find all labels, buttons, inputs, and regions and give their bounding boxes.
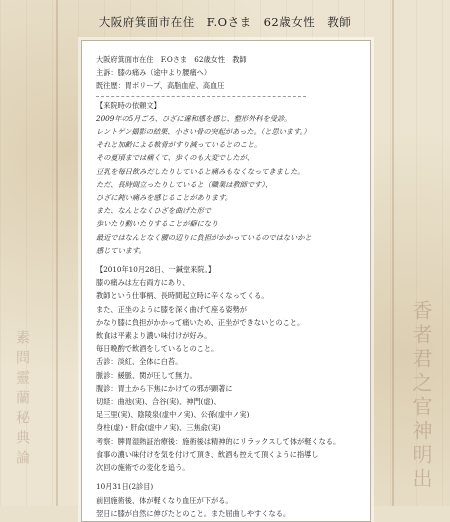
- text-line: 豆乳を毎日飲みだしたりしていると痛みもなくなってきました。: [96, 166, 305, 176]
- text-line: 前回施術後、体が軽くなり血圧が下がる。: [96, 495, 233, 505]
- background-calligraphy-left: 素問靈蘭秘典論: [14, 330, 30, 470]
- text-line: 切経：曲池(実)、合谷(実)、神門(虚)、: [96, 397, 221, 407]
- text-line: 教師という仕事柄、長時間起立時に辛くなってくる。: [96, 291, 269, 301]
- visit-request-heading: 【来院時の依頼文】: [96, 100, 161, 110]
- background-calligraphy-right: 香者君之官神明出: [409, 300, 433, 492]
- page-title: 大阪府箕面市在住 F.Oさま 62歳女性 教師: [98, 15, 352, 29]
- text-line: かなり膝に負担がかかって痛いため、正坐ができないとのこと。: [96, 317, 305, 327]
- text-line: 腹診：胃土から下焦にかけての邪が顕著に: [96, 383, 233, 393]
- text-line: 毎日晩酌で飲酒をしているとのこと。: [96, 344, 219, 354]
- first-visit-heading: 【2010年10月28日、一鍼堂来院。】: [96, 265, 216, 275]
- text-line: 飲食は平素より濃い味付けが好み。: [96, 331, 212, 341]
- text-line: ひざに鈍い痛みを感じることがあります。: [96, 193, 232, 203]
- text-line: 食事の濃い味付けを気を付けて頂き、飲酒も控えて頂くように指導し: [96, 449, 319, 459]
- text-line: また、正坐のように膝を深く曲げて座る姿勢が: [96, 304, 247, 314]
- second-visit-heading: 10月31日(2診目): [96, 482, 154, 492]
- text-line: 考察：脾胃湿熱証治療後：施術後は精神的にリラックスして体が軽くなる。: [96, 436, 341, 446]
- text-line: 身柱(虚)・肝兪(虚中ノ実)、三焦兪(実): [96, 423, 221, 433]
- text-line: 膝の痛みは左右両方にあり、: [96, 278, 190, 288]
- text-line: 翌日に膝が自然に伸びたとのこと。また屈曲しやすくなる。: [96, 508, 291, 518]
- medical-history: 既往歴：胃ポリープ、高脂血症、高血圧: [96, 81, 225, 91]
- text-line: 舌診：淡紅、全体に白苔。: [96, 357, 183, 367]
- first-visit-text: [96, 276, 358, 474]
- section-divider: [96, 96, 306, 97]
- text-line: また、なんとなくひざを曲げた形で: [96, 206, 212, 216]
- text-line: ただ、長時間立ったりしていると（職業は教師です）、: [96, 179, 273, 189]
- text-line: 最近ではなんとなく腰の辺りに負担がかかっているのではないかと: [96, 232, 312, 242]
- chief-complaint: 主訴：膝の痛み（途中より腰痛へ）: [96, 68, 212, 78]
- case-report-card: [81, 40, 371, 522]
- profile-line: 大阪府箕面市在住 F.Oさま 62歳女性 教師: [96, 55, 247, 64]
- text-line: レントゲン撮影の結果、小さい骨の突起があった。（と思います。）: [96, 127, 311, 137]
- text-line: 足三里(実)、陰陵泉(虚中ノ実)、公孫(虚中ノ実): [96, 410, 250, 420]
- text-line: 歩いたり動いたりすることが癖になり: [96, 219, 219, 229]
- text-line: それと加齢による軟骨がすり減っているとのこと。: [96, 140, 262, 150]
- text-line: 脈診：緩脈、関が圧して無力。: [96, 370, 197, 380]
- text-line: 次回の施術での変化を追う。: [96, 463, 190, 473]
- text-line: 2009年の5月ごろ、ひざに違和感を感じ、整形外科を受診。: [96, 113, 292, 123]
- second-visit-text: [96, 494, 358, 520]
- text-line: その夏頃までは痛くて、歩くのも大変でしたが、: [96, 153, 254, 163]
- text-line: 感じています。: [96, 245, 146, 255]
- visit-request-text: [96, 112, 358, 257]
- case-report-body: [82, 41, 370, 520]
